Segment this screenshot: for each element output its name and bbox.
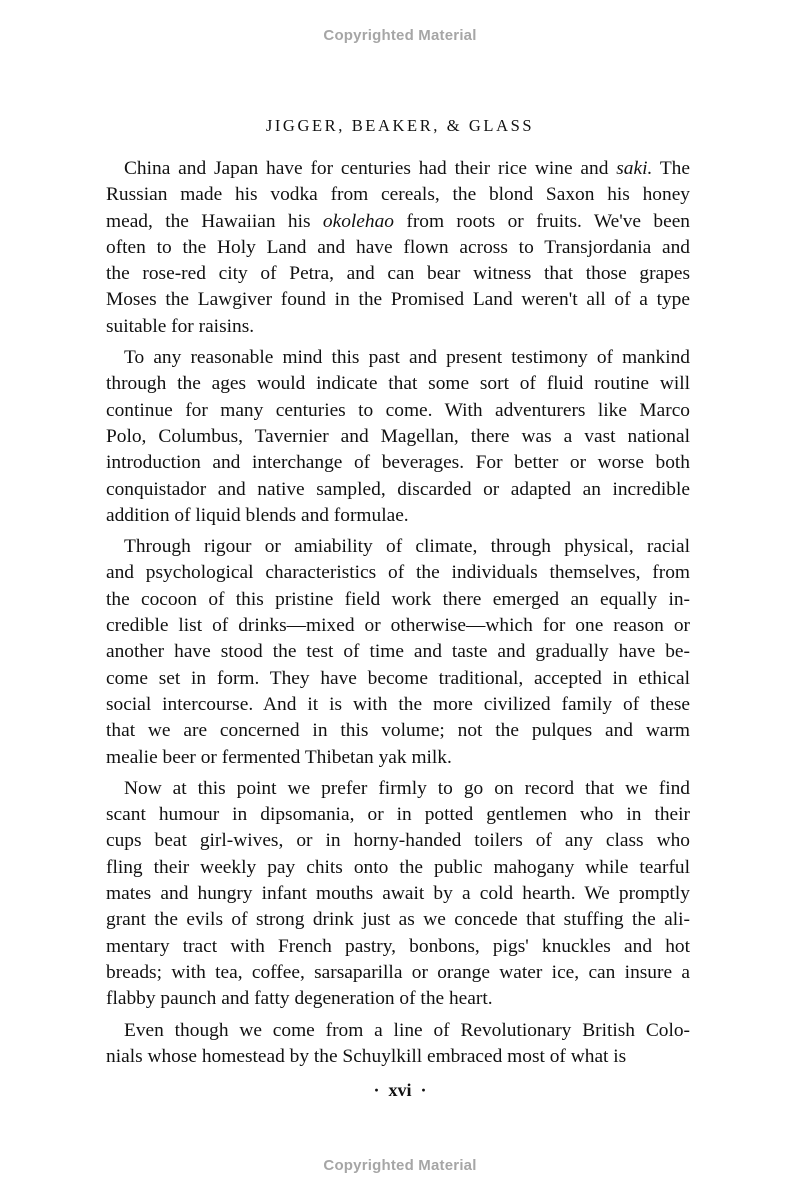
text-segment: mead, the Hawaiian his [106,210,323,232]
text-segment: come set in form. They have become traditional, accepted in ethical [106,667,690,689]
running-head: JIGGER, BEAKER, & GLASS [265,116,535,135]
text-line [106,1044,690,1070]
text-line [106,692,690,718]
text-line [106,209,690,235]
text-segment: and psychological characteristics of the individuals themselves, from [106,562,690,584]
text-segment: conquistador and native sampled, discarded or adapted an incredible [106,478,690,500]
text-line [106,314,690,340]
text-segment: through the ages would indicate that some sort of fluid routine will [106,373,690,395]
text-segment: another have stood the test of time and taste and gradually have be- [106,641,690,663]
text-line [106,398,690,424]
text-line [106,639,690,665]
text-segment: mentary tract with French pastry, bonbons, pigs' knuckles and hot [106,935,690,957]
copyright-watermark-top: Copyrighted Material [323,27,477,44]
text-segment: from roots or fruits. We've been [394,210,690,232]
paragraph [106,156,690,340]
paragraph [106,1018,690,1071]
text-line [106,560,690,586]
text-line [106,934,690,960]
italic-term: saki. [616,158,653,179]
text-segment: mealie beer or fermented Thibetan yak milk. [106,746,452,768]
paragraph [106,534,690,771]
text-line [106,986,690,1012]
text-line [106,718,690,744]
text-segment: credible list of drinks—mixed or otherwise—which for one reason or [106,615,690,637]
italic-term: okolehao [322,210,394,232]
text-segment: the cocoon of this pristine field work there emerged an equally in- [106,588,690,610]
text-line [106,371,690,397]
body-text [106,156,690,1075]
text-line [106,855,690,881]
text-line [106,287,690,313]
text-line [106,881,690,907]
text-segment: fling their weekly pay chits onto the public mahogany while tearful [106,856,690,878]
text-line [106,182,690,208]
text-segment: To any reasonable mind this past and present testimony of mankind [124,347,690,369]
text-line [106,477,690,503]
text-segment: the rose-red city of Petra, and can bear witness that those grapes [106,263,690,285]
text-segment: The [652,158,690,179]
text-segment: breads; with tea, coffee, sarsaparilla or orange water ice, can insure a [106,961,690,983]
text-line [106,907,690,933]
text-segment: Moses the Lawgiver found in the Promised Land weren't all of a type [106,289,690,311]
text-segment: suitable for raisins. [106,315,255,337]
paragraph [106,776,690,1013]
text-segment: continue for many centuries to come. With adventurers like Marco [106,399,690,421]
text-segment: addition of liquid blends and formulae. [106,504,409,526]
text-segment: flabby paunch and fatty degeneration of the heart. [106,988,493,1010]
text-line [106,450,690,476]
text-segment: Through rigour or amiability of climate, through physical, racial [124,536,690,558]
text-line [106,1018,690,1044]
text-segment: often to the Holy Land and have flown across to Transjordania and [106,236,690,258]
text-segment: that we are concerned in this volume; not the pulques and warm [106,720,690,742]
text-line [106,776,690,802]
text-line [106,261,690,287]
text-line [106,503,690,529]
text-segment: social intercourse. And it is with the more civilized family of these [106,693,690,715]
text-segment: Polo, Columbus, Tavernier and Magellan, there was a vast national [106,425,690,447]
text-line [106,613,690,639]
text-segment: China and Japan have for centuries had their rice wine and [124,158,617,179]
text-line [106,424,690,450]
text-segment: cups beat girl-wives, or in horny-handed toilers of any class who [106,830,690,852]
text-segment: mates and hungry infant mouths await by a cold hearth. We promptly [106,883,690,905]
text-line [106,960,690,986]
text-segment: introduction and interchange of beverages. For better or worse both [106,452,690,474]
folio-number: xvi [388,1080,412,1100]
text-segment: Now at this point we prefer firmly to go on record that we find [124,777,690,799]
text-segment: scant humour in dipsomania, or in potted gentlemen who in their [106,804,690,826]
paragraph [106,345,690,529]
text-line [106,156,690,182]
text-line [106,534,690,560]
copyright-watermark-bottom: Copyrighted Material [323,1157,477,1174]
folio-dot-right: · [420,1080,427,1100]
text-segment: Even though we come from a line of Revolutionary British Colo- [124,1019,690,1041]
text-line [106,802,690,828]
text-segment: Russian made his vodka from cereals, the blond Saxon his honey [106,184,690,206]
text-line [106,235,690,261]
page-number [0,1080,800,1101]
text-line [106,828,690,854]
folio-dot-left: · [373,1080,380,1100]
text-line [106,745,690,771]
text-line [106,587,690,613]
text-segment: nials whose homestead by the Schuylkill embraced most of what is [106,1045,627,1067]
text-line [106,666,690,692]
text-line [106,345,690,371]
text-segment: grant the evils of strong drink just as we concede that stuffing the ali- [106,909,690,931]
